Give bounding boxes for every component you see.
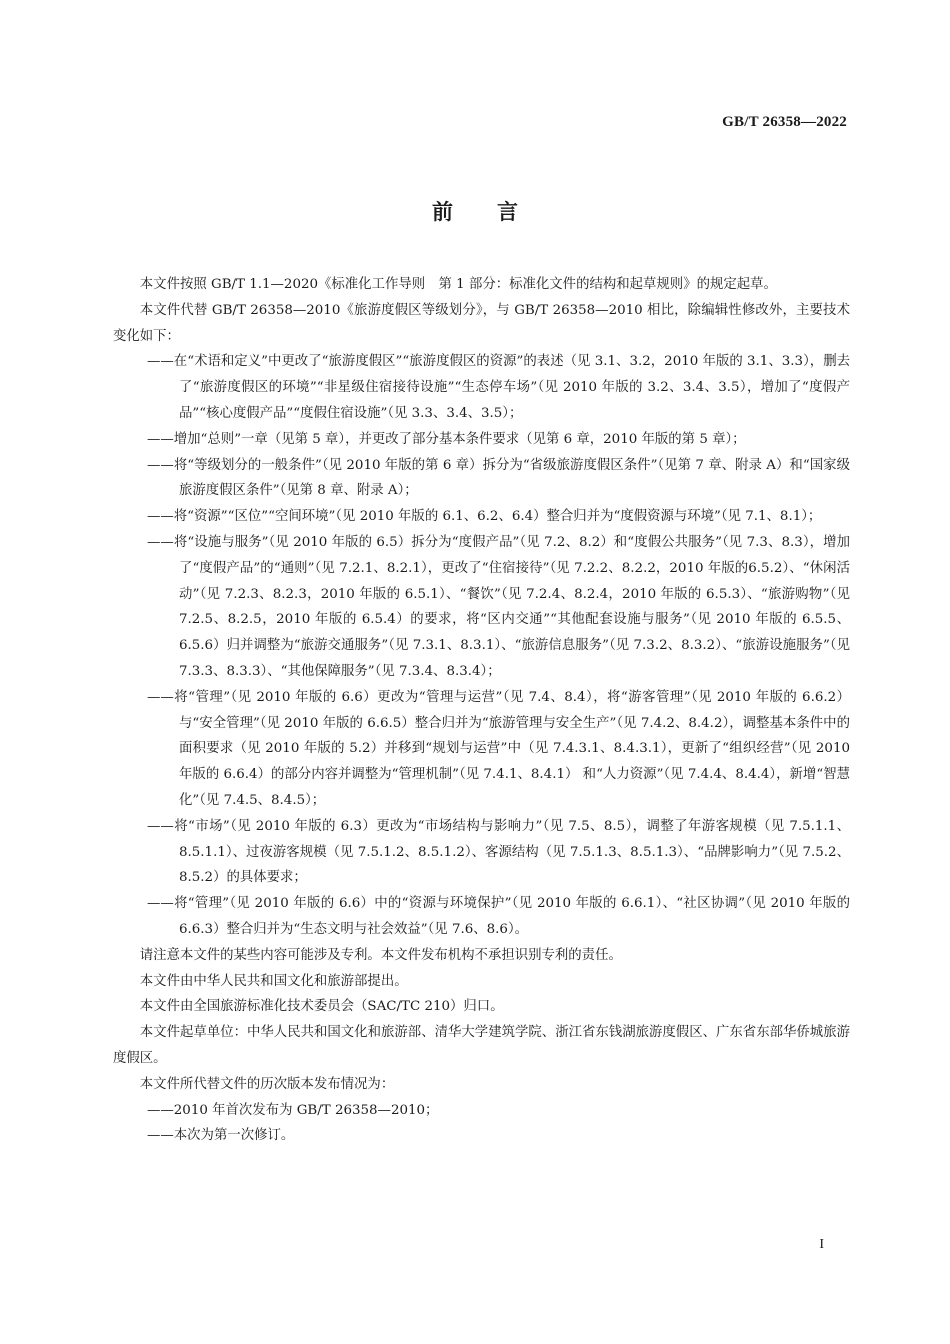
page-number: I: [819, 1237, 824, 1252]
note-paragraph: 本文件由中华人民共和国文化和旅游部提出。: [139, 973, 408, 989]
title-char-1: 前: [432, 200, 453, 224]
note-paragraph: 本文件所代替文件的历次版本发布情况为：: [139, 1076, 395, 1092]
change-item: ——将“设施与服务”（见 2010 年版的 6.5）拆分为“度假产品”（见 7.2、8.2）和“度假公共服务”（见 7.3、8.3），增加了“度假产品”的“通则”（见 7.2.1、8.2.1），更改了“住宿接待”（见 7.2.2、8.2.2，2010 年版的6.5.2）、“休闲活动”（见 7.2.3、8.2.3，2010 年版的 6.5.1）、“餐饮”（见 7.2.4、8.2.4，2010 年版的 6.5.3）、“旅游购物”（见 7.2.5、8.2.5，2010 年版的 6.5.4）的要求，将“区内交通”“其他配套设施与服务”（见 2010 年版的 6.5.5、6.5.6）归并调整为“旅游交通服务”（见 7.3.1、8.3.1）、“旅游信息服务”（见 7.3.2、8.3.2）、“旅游设施服务”（见 7.3.3、8.3.3）、“其他保障服务”（见 7.3.4、8.3.4）；: [147, 534, 850, 679]
document-body: [113, 272, 850, 1149]
history-item: ——本次为第一次修订。: [147, 1128, 295, 1144]
history-item: ——2010 年首次发布为 GB/T 26358—2010；: [147, 1102, 439, 1118]
change-item: ——将“资源”“区位”“空间环境”（见 2010 年版的 6.1、6.2、6.4）整合归并为“度假资源与环境”（见 7.1、8.1）；: [147, 509, 822, 525]
intro-paragraph: 本文件按照 GB/T 1.1—2020《标准化工作导则 第 1 部分：标准化文件的结构和起草规则》的规定起草。: [139, 277, 777, 292]
change-item: ——将“管理”（见 2010 年版的 6.6）中的“资源与环境保护”（见 2010 年版的 6.6.1）、“社区协调”（见 2010 年版的 6.6.3）整合归并为“生态文明与社会效益”（见 7.6、8.6）。: [147, 896, 850, 937]
change-item: ——在“术语和定义”中更改了“旅游度假区”“旅游度假区的资源”的表述（见 3.1、3.2，2010 年版的 3.1、3.3），删去了“旅游度假区的环境”“非星级住宿接待设施”“生态停车场”（见 2010 年版的 3.2、3.4、3.5），增加了“度假产品”“核心度假产品”“度假住宿设施”（见 3.3、3.4、3.5）；: [147, 354, 850, 421]
page-title: [0, 196, 950, 226]
note-paragraph: 本文件起草单位：中华人民共和国文化和旅游部、清华大学建筑学院、浙江省东钱湖旅游度假区、广东省东部华侨城旅游度假区。: [113, 1025, 850, 1066]
title-char-2: 言: [497, 200, 518, 224]
change-item: ——将“管理”（见 2010 年版的 6.6）更改为“管理与运营”（见 7.4、8.4），将“游客管理”（见 2010 年版的 6.6.2）与“安全管理”（见 2010 年版的 6.6.5）整合归并为“旅游管理与安全生产”（见 7.4.2、8.4.2），调整基本条件中的面积要求（见 2010 年版的 5.2）并移到“规划与运营”中（见 7.4.3.1、8.4.3.1），更新了“组织经营”（见 2010 年版的 6.6.4）的部分内容并调整为“管理机制”（见 7.4.1、8.4.1） 和“人力资源”（见 7.4.4、8.4.4），新增“智慧化”（见 7.4.5、8.4.5）；: [147, 689, 850, 808]
change-item: ——将“市场”（见 2010 年版的 6.3）更改为“市场结构与影响力”（见 7.5、8.5），调整了年游客规模（见 7.5.1.1、8.5.1.1）、过夜游客规模（见 7.5.1.2、8.5.1.2）、客源结构（见 7.5.1.3、8.5.1.3）、“品牌影响力”（见 7.5.2、8.5.2）的具体要求；: [147, 818, 850, 886]
standard-code: GB/T 26358—2022: [722, 114, 847, 130]
note-paragraph: 本文件由全国旅游标准化技术委员会（SAC/TC 210）归口。: [139, 999, 504, 1015]
note-paragraph: 请注意本文件的某些内容可能涉及专利。本文件发布机构不承担识别专利的责任。: [139, 947, 622, 963]
change-item: ——增加“总则”一章（见第 5 章），并更改了部分基本条件要求（见第 6 章，2010 年版的第 5 章）；: [147, 431, 746, 447]
change-item: ——将“等级划分的一般条件”（见 2010 年版的第 6 章）拆分为“省级旅游度假区条件”（见第 7 章、附录 A）和“国家级旅游度假区条件”（见第 8 章、附录 A）；: [147, 457, 850, 499]
intro-paragraph: 本文件代替 GB/T 26358—2010《旅游度假区等级划分》，与 GB/T 26358—2010 相比，除编辑性修改外，主要技术变化如下：: [113, 302, 850, 344]
